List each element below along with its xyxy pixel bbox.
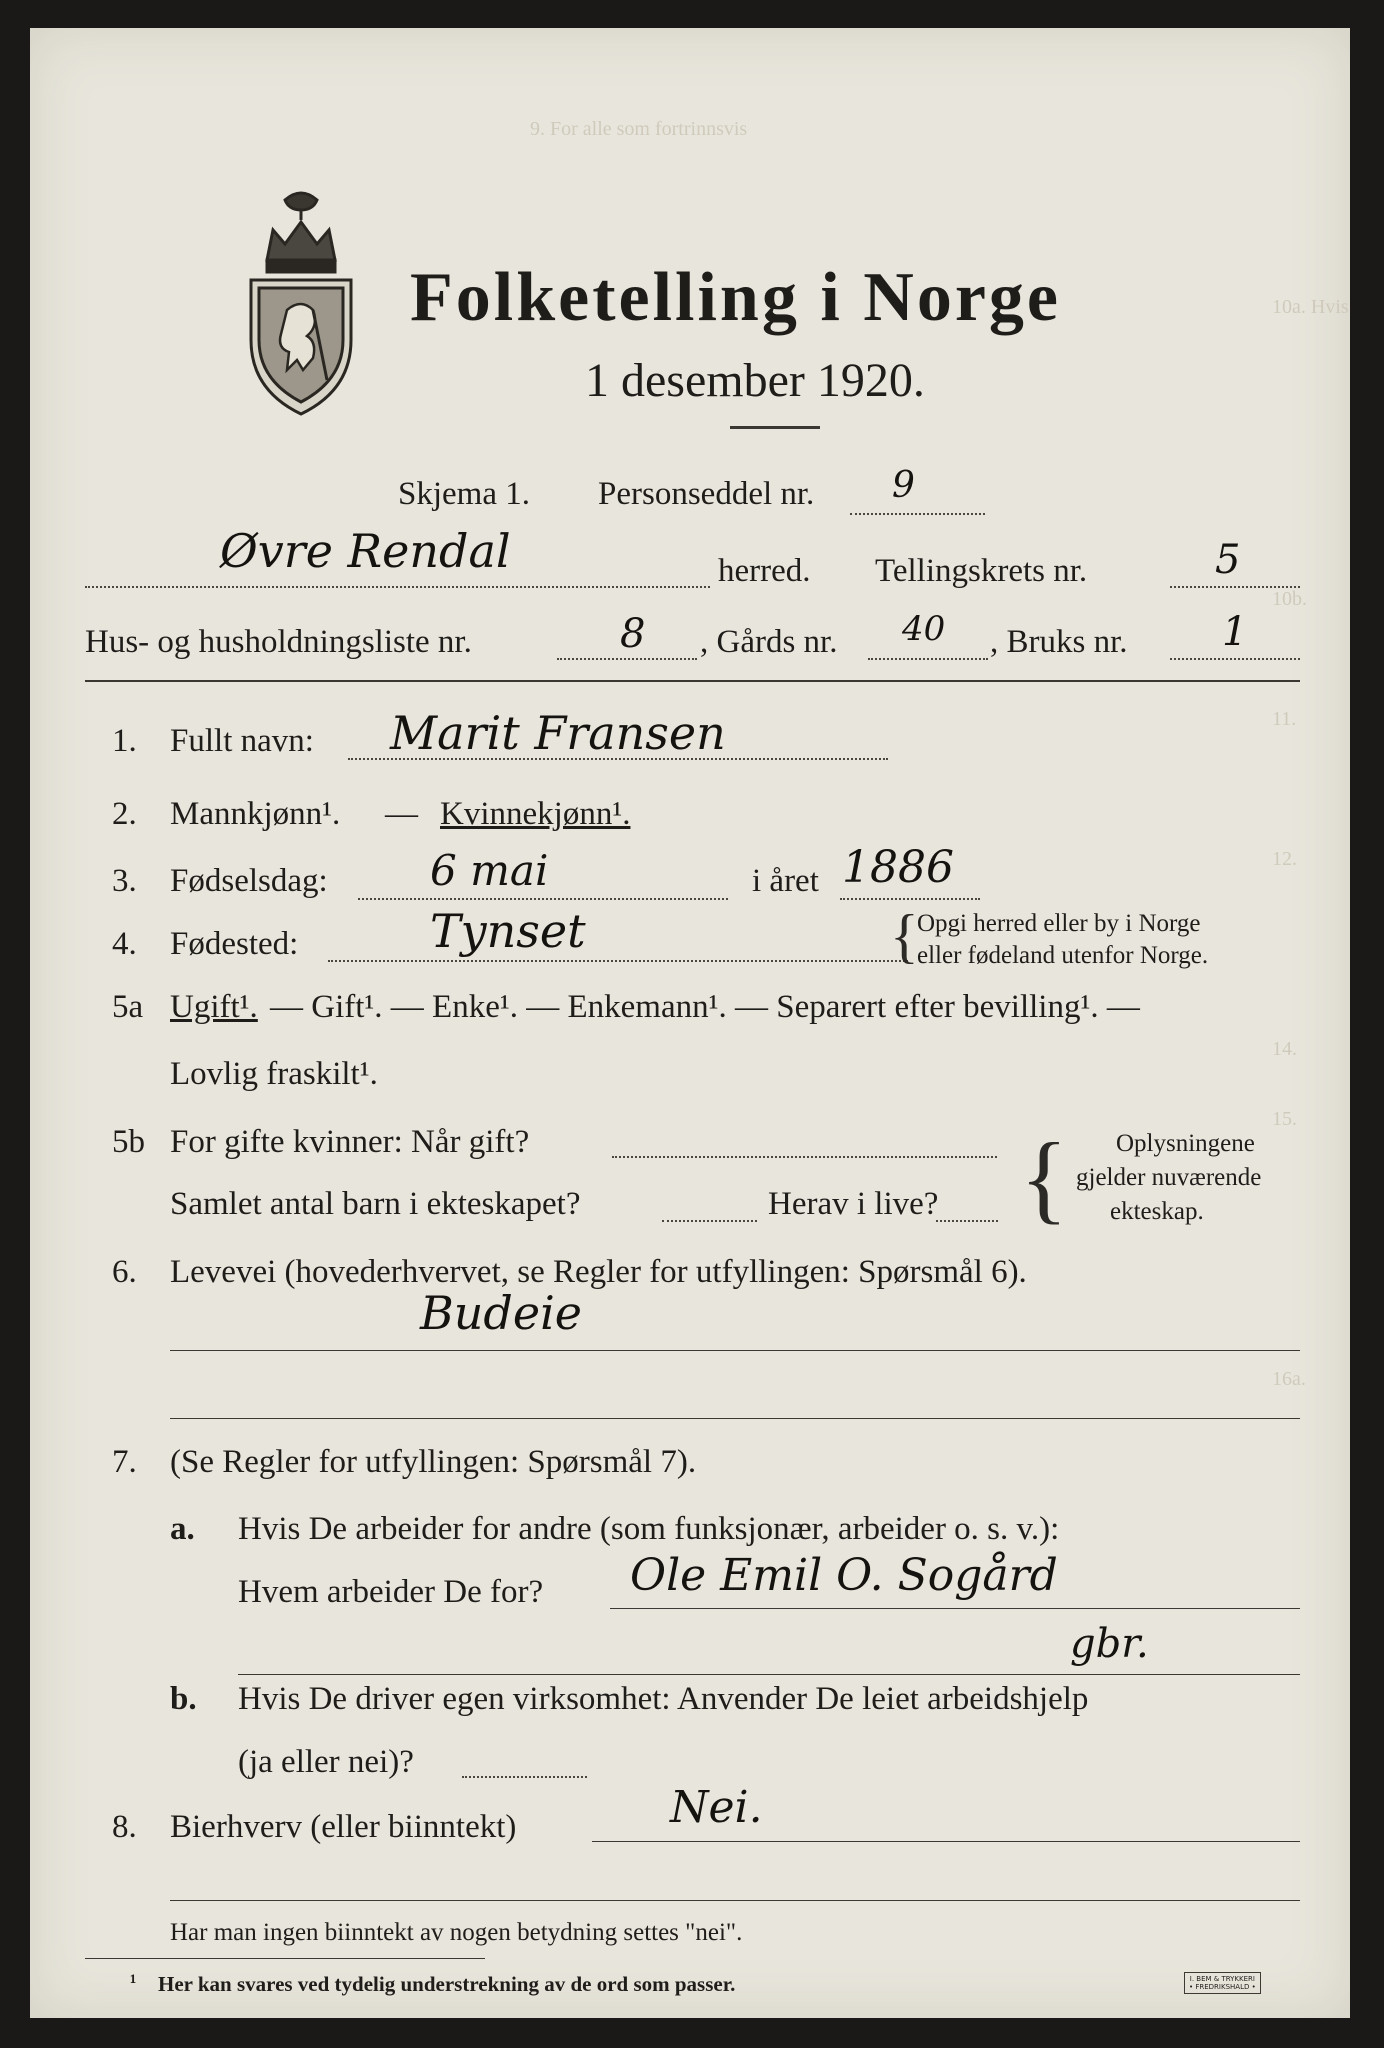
bleed-through-text: 14. [1272, 1038, 1297, 1060]
herred-value: Øvre Rendal [220, 524, 511, 578]
hus-label: Hus- og husholdningsliste nr. [85, 624, 472, 660]
q3-number: 3. [112, 863, 137, 899]
q5b-note1: Oplysningene [1116, 1130, 1255, 1157]
bleed-through-text: 11. [1272, 708, 1297, 730]
personseddel-line [850, 513, 985, 515]
printer-stamp [1184, 1972, 1261, 1994]
gards-line [868, 658, 988, 660]
q7a-text: Hvis De arbeider for andre (som funksjonær, arbeider o. s. v.): [238, 1511, 1060, 1547]
q7-label: (Se Regler for utfyllingen: Spørsmål 7). [170, 1444, 697, 1480]
q5b-number: 5b [112, 1124, 145, 1160]
q3-year-line [840, 898, 980, 900]
form-date: 1 desember 1920. [585, 354, 925, 407]
q8-line1 [592, 1841, 1300, 1842]
q5a-ugift-underlined: Ugift¹. [170, 989, 258, 1025]
q7b-line [462, 1776, 587, 1778]
footnote-text: Her kan svares ved tydelig understrekning av de ord som passer. [158, 1972, 736, 1996]
q3-year-label: i året [752, 863, 819, 899]
norwegian-coat-of-arms-icon [245, 190, 357, 420]
printer-stamp-line1: I. BEM & TRYKKERI [1189, 1975, 1255, 1983]
q7a-letter: a. [170, 1511, 195, 1547]
q5a-options: — Gift¹. — Enke¹. — Enkemann¹. — Separert efter bevilling¹. — [270, 989, 1140, 1025]
q6-line2 [170, 1418, 1300, 1419]
q2-number: 2. [112, 796, 137, 832]
q8-side-income-value: Nei. [670, 1782, 763, 1833]
q7a-employer-note: gbr. [1070, 1621, 1149, 1667]
q4-label: Fødested: [170, 926, 299, 962]
q8-line2 [170, 1900, 1300, 1901]
q7b-question: (ja eller nei)? [238, 1744, 414, 1780]
q3-day-line [358, 898, 728, 900]
bleed-through-text: 16a. [1272, 1368, 1306, 1390]
bruks-value: 1 [1222, 609, 1248, 655]
q1-label: Fullt navn: [170, 723, 314, 759]
bleed-through-text: 12. [1272, 848, 1297, 870]
bleed-through-text: 9. For alle som fortrinnsvis [530, 118, 748, 140]
gards-label: , Gårds nr. [700, 624, 838, 660]
skjema-label: Skjema 1. [398, 476, 530, 512]
q2-male-option: Mannkjønn¹. [170, 796, 341, 832]
q6-line1 [170, 1350, 1300, 1351]
q6-number: 6. [112, 1254, 137, 1290]
q5b-children-label: Samlet antal barn i ekteskapet? [170, 1186, 581, 1222]
q7b-text: Hvis De driver egen virksomhet: Anvender De leiet arbeidshjelp [238, 1681, 1089, 1717]
q6-occupation-value: Budeie [420, 1286, 583, 1340]
q1-full-name-value: Marit Fransen [390, 706, 726, 760]
q5a-line2: Lovlig fraskilt¹. [170, 1056, 378, 1092]
tellingskrets-line [1170, 586, 1300, 588]
q3-birthday-value: 6 mai [430, 846, 549, 895]
q4-number: 4. [112, 926, 137, 962]
q4-line [328, 960, 908, 962]
hus-value: 8 [620, 611, 646, 657]
gards-value: 40 [902, 609, 946, 649]
q2-female-option-underlined: Kvinnekjønn¹. [440, 796, 631, 832]
q5b-note-brace: { [1020, 1122, 1068, 1233]
tellingskrets-label: Tellingskrets nr. [875, 553, 1088, 589]
q5b-note3: ekteskap. [1110, 1198, 1204, 1225]
bleed-through-text: 15. [1272, 1108, 1297, 1130]
q5b-line1: For gifte kvinner: Når gift? [170, 1124, 530, 1160]
personseddel-value: 9 [892, 465, 915, 506]
q7a-line2 [238, 1674, 1300, 1675]
q6-label: Levevei (hovederhvervet, se Regler for utfyllingen: Spørsmål 6). [170, 1254, 1027, 1290]
q5b-alive-label: Herav i live? [768, 1186, 939, 1222]
q1-number: 1. [112, 723, 137, 759]
q8-label: Bierhverv (eller biinntekt) [170, 1809, 517, 1845]
hus-line [557, 658, 697, 660]
census-form-page [30, 28, 1350, 2018]
q7a-question: Hvem arbeider De for? [238, 1574, 544, 1610]
q3-label: Fødselsdag: [170, 863, 328, 899]
q3-year-value: 1886 [842, 842, 954, 893]
q4-note-line1: Opgi herred eller by i Norge [917, 910, 1201, 937]
q7a-line1 [610, 1608, 1300, 1609]
herred-label: herred. [718, 553, 811, 589]
q5b-married-line [612, 1156, 997, 1158]
tellingskrets-value: 5 [1215, 537, 1241, 583]
q2-separator: — [385, 796, 418, 832]
q8-number: 8. [112, 1809, 137, 1845]
bleed-through-text: 10b. [1272, 588, 1307, 610]
title-divider [730, 426, 820, 429]
form-title: Folketelling i Norge [410, 259, 1062, 336]
q4-birthplace-value: Tynset [430, 904, 586, 958]
q5b-alive-line [936, 1220, 998, 1222]
q5a-number: 5a [112, 989, 144, 1025]
footnote-rule [85, 1958, 485, 1959]
herred-line [85, 586, 710, 588]
footer-note: Har man ingen biinntekt av nogen betydning settes "nei". [170, 1919, 743, 1946]
q5b-note2: gjelder nuværende [1076, 1164, 1262, 1191]
header-divider [85, 680, 1300, 682]
q4-note-brace: { [890, 903, 919, 969]
personseddel-label: Personseddel nr. [598, 476, 815, 512]
bleed-through-text: 10a. Hvis [1272, 296, 1349, 318]
q7-number: 7. [112, 1444, 137, 1480]
q4-note-line2: eller fødeland utenfor Norge. [917, 942, 1209, 969]
footnote-mark: ¹ [130, 1970, 137, 1994]
printer-stamp-line2: • FREDRIKSHALD • [1189, 1983, 1256, 1991]
q5b-children-line [662, 1220, 757, 1222]
q7a-employer-value: Ole Emil O. Sogård [630, 1550, 1058, 1601]
q7b-letter: b. [170, 1681, 197, 1717]
bruks-label: , Bruks nr. [990, 624, 1128, 660]
bruks-line [1170, 658, 1300, 660]
